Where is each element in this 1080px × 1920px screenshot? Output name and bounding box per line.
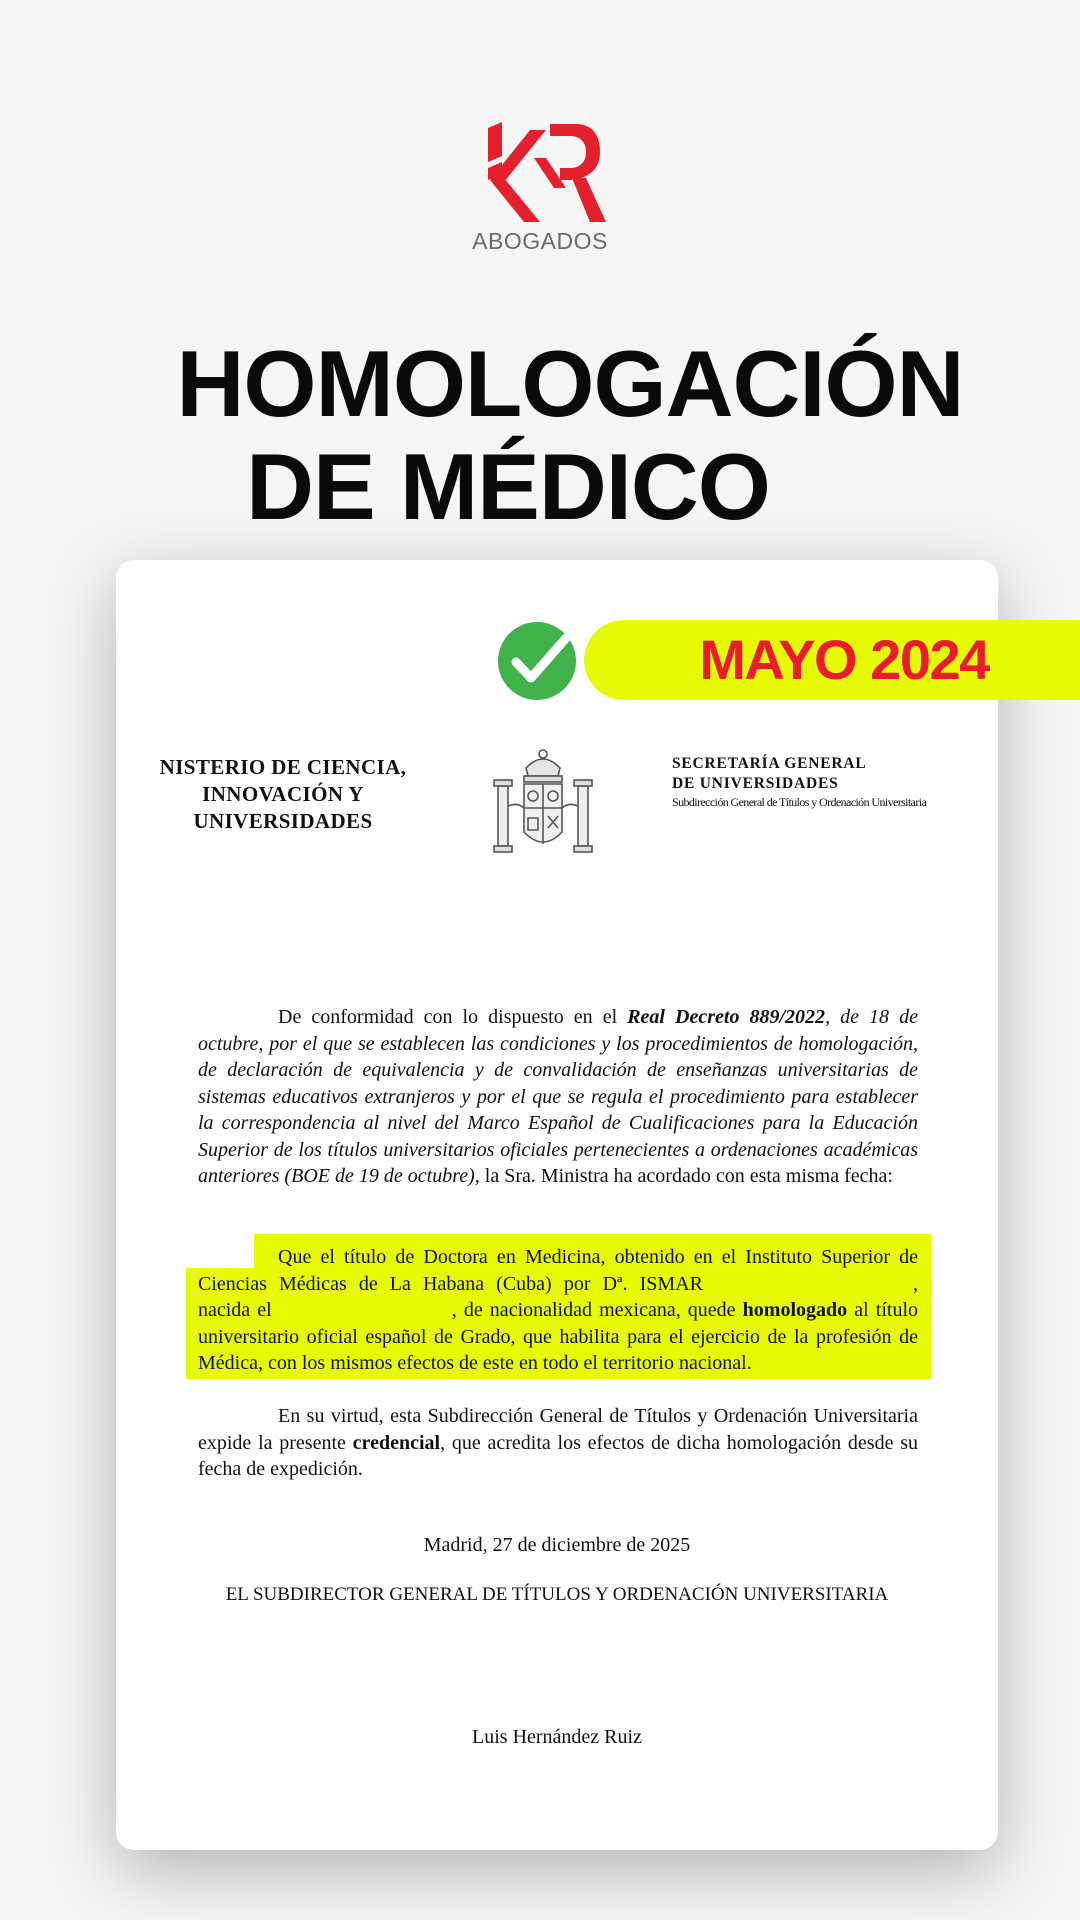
green-check-icon bbox=[496, 620, 578, 702]
logo-text: ABOGADOS bbox=[472, 228, 608, 254]
p1-conclusion: , la Sra. Ministra ha acordado con esta misma fecha: bbox=[474, 1165, 893, 1187]
headline-line-2: DE MÉDICO bbox=[246, 434, 770, 539]
paragraph-homologation bbox=[198, 1244, 918, 1377]
paragraph-decree bbox=[198, 1004, 918, 1190]
p3-closing: , que acredita los efectos de dicha homologación desde su fecha de expedición. bbox=[198, 1431, 919, 1480]
p1-intro: De conformidad con lo dispuesto en el bbox=[278, 1006, 628, 1028]
ministry-line-2: INNOVACIÓN Y bbox=[202, 782, 364, 806]
secretaria-line-2: DE UNIVERSIDADES bbox=[672, 775, 839, 792]
coat-of-arms-icon bbox=[488, 746, 598, 870]
secretaria-line-1: SECRETARÍA GENERAL bbox=[672, 755, 867, 772]
p2-nationality-text: , de nacionalidad mexicana, quede bbox=[451, 1299, 743, 1321]
ministry-name bbox=[138, 754, 428, 835]
decree-reference: Real Decreto 889/2022 bbox=[627, 1006, 826, 1028]
ministry-line-1: NISTERIO DE CIENCIA, bbox=[159, 755, 407, 779]
p3-intro: En su virtud, esta Subdirección General de Títulos y Ordenación Universitaria expide la presente bbox=[198, 1405, 918, 1454]
paragraph-credential bbox=[198, 1403, 918, 1483]
secretaria-heading bbox=[672, 754, 972, 810]
homologado-word: homologado bbox=[742, 1299, 848, 1321]
secretaria-line-3: Subdirección General de Títulos y Ordenación Universitaria bbox=[672, 795, 927, 809]
p2-title-text: Que el título de Doctora en Medicina, obtenido en el Instituto Superior de Ciencias Médicas de La Habana (Cuba) por Dª. ISMAR bbox=[198, 1246, 918, 1295]
signer-title: EL SUBDIRECTOR GENERAL DE TÍTULOS Y ORDENACIÓN UNIVERSITARIA bbox=[225, 1584, 889, 1605]
p2-born-text: , nacida el bbox=[198, 1272, 918, 1321]
signer-name: Luis Hernández Ruiz bbox=[472, 1726, 642, 1748]
p1-decree-description: , de 18 de octubre, por el que se establecen las condiciones y los procedimientos de homologación, de declaración de equivalencia y de convalidación de enseñanzas universitarias de sistemas educativos extranjeros y por el que se regula el procedimiento para establecer la correspondencia al nivel del Marco Español de Cualificaciones para la Educación Superior de los títulos universitarios oficiales pertenecientes a ordenaciones académicas anteriores (BOE de 19 de octubre) bbox=[198, 1006, 918, 1187]
kr-logo-icon bbox=[460, 118, 620, 228]
credencial-word: credencial bbox=[352, 1431, 441, 1454]
kr-abogados-logo bbox=[460, 118, 620, 268]
date-banner bbox=[584, 620, 1080, 700]
issue-date: Madrid, 27 de diciembre de 2025 bbox=[423, 1534, 691, 1556]
ministry-line-3: UNIVERSIDADES bbox=[193, 809, 373, 833]
p2-closing-text: al título universitario oficial español de Grado, que habilita para el ejercicio de la profesión de Médica, con los mismos efectos de este en todo el territorio nacional. bbox=[198, 1299, 918, 1374]
banner-text: MAYO 2024 bbox=[699, 628, 989, 691]
headline-line-1: HOMOLOGACIÓN bbox=[176, 331, 964, 436]
